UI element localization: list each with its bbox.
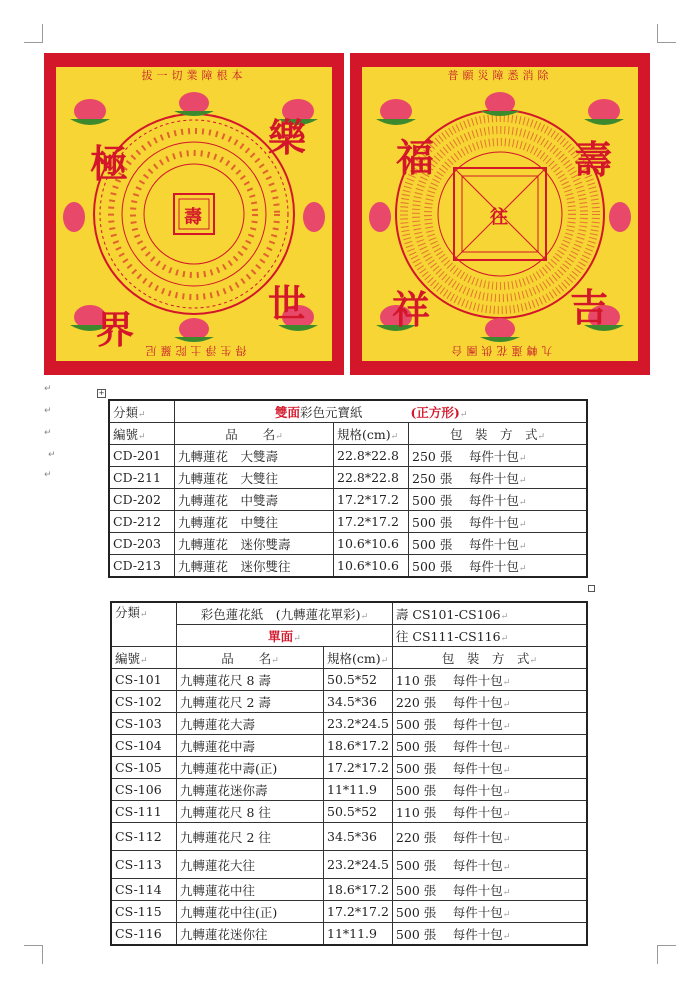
table-row: CS-102 九轉蓮花尺 2 壽 34.5*36 220 張 每件十包↵ — [111, 691, 587, 713]
table-row: CS-104 九轉蓮花中壽 18.6*17.2 500 張 每件十包↵ — [111, 735, 587, 757]
lotus-paper-image-1 — [44, 53, 344, 375]
paper-center-char: 壽 — [184, 207, 202, 228]
crop-mark-top-left — [24, 24, 43, 43]
product-table-single-sided — [110, 601, 588, 946]
table-row: CS-112 九轉蓮花尺 2 往 34.5*36 220 張 每件十包↵ — [111, 823, 587, 851]
table-resize-handle-icon[interactable] — [588, 585, 595, 592]
paragraph-mark: ↵ — [44, 406, 52, 416]
table-row: CD-212 九轉蓮花 中雙往 17.2*17.2 500 張 每件十包↵ — [109, 511, 587, 533]
lotus-paper-image-2 — [350, 53, 650, 375]
category-label: 分類↵ — [109, 400, 175, 423]
table-row: CD-203 九轉蓮花 迷你雙壽 10.6*10.6 500 張 每件十包↵ — [109, 533, 587, 555]
range-wang: 往 CS111-CS116↵ — [392, 625, 587, 647]
paper-bottom-inscription: 九轉蓮花供團台 — [447, 344, 553, 357]
product-table-double-sided — [108, 399, 588, 578]
table-row: CD-202 九轉蓮花 中雙壽 17.2*17.2 500 張 每件十包↵ — [109, 489, 587, 511]
range-shou: 壽 CS101-CS106↵ — [392, 602, 587, 625]
paragraph-mark: ↵ — [44, 428, 52, 438]
table-row: CS-114 九轉蓮花中往 18.6*17.2 500 張 每件十包↵ — [111, 879, 587, 901]
table-row: CS-116 九轉蓮花迷你往 11*11.9 500 張 每件十包↵ — [111, 923, 587, 946]
table-row: CS-106 九轉蓮花迷你壽 11*11.9 500 張 每件十包↵ — [111, 779, 587, 801]
paper-top-inscription: 普願災障悉消除 — [447, 69, 553, 82]
category-label: 分類↵ — [111, 602, 177, 647]
paper-big-char: 福 — [396, 135, 435, 180]
paper-big-char: 世 — [267, 281, 306, 326]
table-row: CD-201 九轉蓮花 大雙壽 22.8*22.8 250 張 每件十包↵ — [109, 445, 587, 467]
paragraph-mark: ↵ — [44, 470, 52, 480]
table-row: CS-111 九轉蓮花尺 8 往 50.5*52 110 張 每件十包↵ — [111, 801, 587, 823]
crop-mark-bottom-right — [657, 945, 676, 964]
table-subtitle: 單面↵ — [177, 625, 393, 647]
paper-top-inscription: 拔一切業障根本 — [141, 69, 247, 82]
paper-center-char: 往 — [490, 207, 508, 228]
table-row: CD-213 九轉蓮花 迷你雙往 10.6*10.6 500 張 每件十包↵ — [109, 555, 587, 578]
table-title: 雙面彩色元寶紙 (正方形)↵ — [175, 400, 588, 423]
paper-big-char: 壽 — [573, 137, 612, 182]
paper-bottom-inscription: 得生淨土陀羅尼 — [141, 344, 247, 357]
paper-big-char: 界 — [96, 307, 135, 352]
paragraph-mark: ↵ — [44, 384, 52, 394]
table-header-row: 編號↵ 品 名↵ 規格(cm)↵ 包 裝 方 式↵ — [111, 647, 587, 669]
table-row: CS-105 九轉蓮花中壽(正) 17.2*17.2 500 張 每件十包↵ — [111, 757, 587, 779]
paper-yellow-field — [56, 67, 332, 361]
paragraph-mark: ↵ — [48, 450, 56, 460]
table-header-row: 編號↵ 品 名↵ 規格(cm)↵ 包 裝 方 式↵ — [109, 423, 587, 445]
table-move-handle-icon[interactable]: + — [98, 389, 105, 397]
table-title: 彩色蓮花紙 (九轉蓮花單彩)↵ — [177, 602, 393, 625]
table-row: CS-115 九轉蓮花中往(正) 17.2*17.2 500 張 每件十包↵ — [111, 901, 587, 923]
table-row: CS-103 九轉蓮花大壽 23.2*24.5 500 張 每件十包↵ — [111, 713, 587, 735]
paper-big-char: 吉 — [569, 285, 608, 330]
paper-big-char: 極 — [90, 141, 129, 186]
paper-big-char: 祥 — [392, 287, 431, 332]
table-row: CD-211 九轉蓮花 大雙往 22.8*22.8 250 張 每件十包↵ — [109, 467, 587, 489]
paper-big-char: 樂 — [267, 115, 306, 160]
paper-yellow-field — [362, 67, 638, 361]
crop-mark-top-right — [657, 24, 676, 43]
crop-mark-bottom-left — [24, 945, 43, 964]
table-row: CS-101 九轉蓮花尺 8 壽 50.5*52 110 張 每件十包↵ — [111, 669, 587, 691]
table-row: CS-113 九轉蓮花大往 23.2*24.5 500 張 每件十包↵ — [111, 851, 587, 879]
